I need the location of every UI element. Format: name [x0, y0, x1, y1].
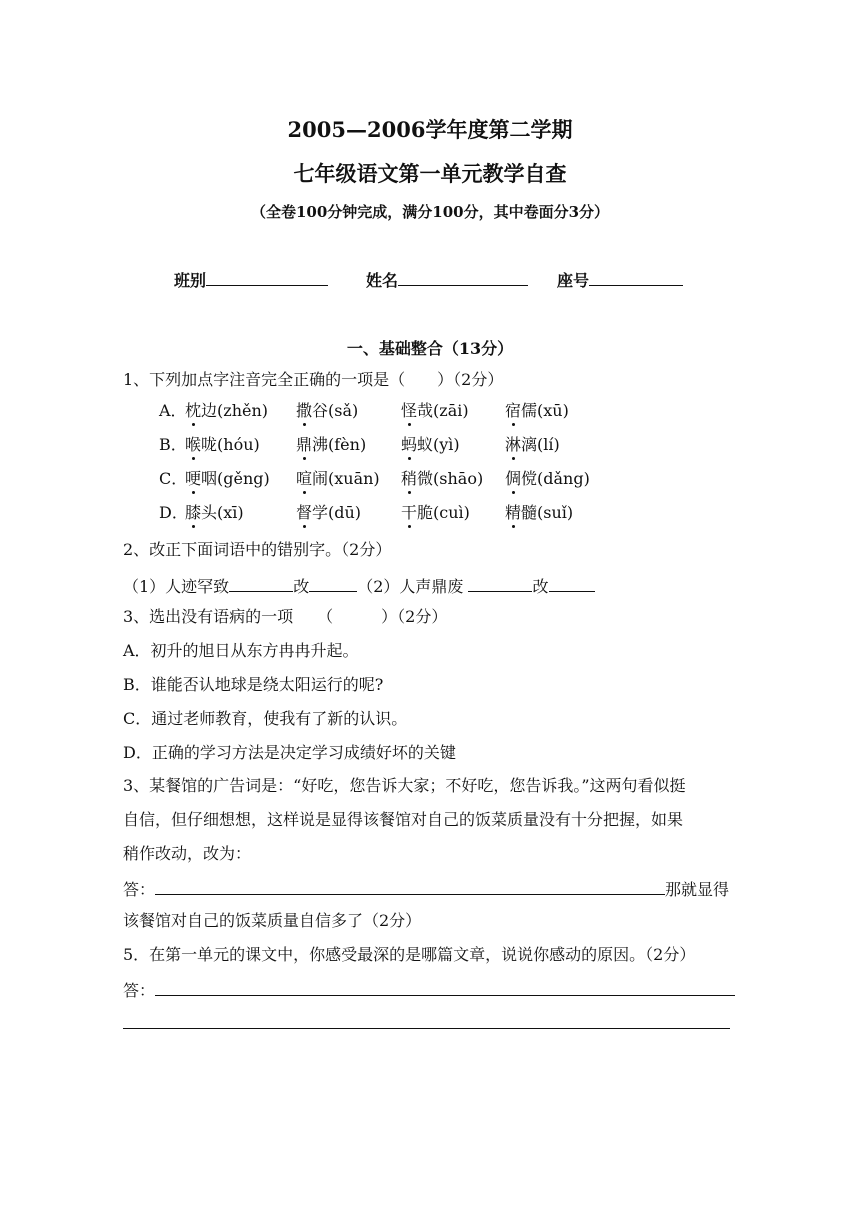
q4-line3: 稍作改动，改为：: [123, 844, 252, 863]
word-pinyin: 沸(fèn): [312, 435, 367, 454]
q3-option-a: A．初升的旭日从东方冉冉升起。: [123, 641, 359, 660]
q5-answer-line: [123, 978, 735, 1001]
q2-item1-correct-blank[interactable]: [309, 574, 357, 592]
q4-line2: 自信，但仔细想想，这样说是显得该餐馆对自己的饭菜质量没有十分把握，如果: [123, 810, 684, 829]
word-pinyin: 咽(gěng): [201, 469, 270, 488]
dotted-character: 撒: [296, 401, 313, 420]
q5-answer-label: 答：: [123, 981, 156, 1000]
q3-option-b: B．谁能否认地球是绕太阳运行的呢?: [123, 675, 384, 694]
dotted-character: 喉: [185, 435, 202, 454]
q1-option-word: [401, 469, 483, 489]
name-label: 姓名: [366, 271, 399, 290]
q5-answer-blank[interactable]: [155, 978, 735, 996]
word-pinyin: 闹(xuān): [312, 469, 380, 488]
dotted-character: 鼎: [296, 435, 313, 454]
q2-item2-wrong-blank[interactable]: [468, 574, 532, 592]
word-pinyin: 微(shāo): [417, 469, 484, 488]
dotted-character: 怪: [401, 401, 418, 420]
dotted-character: 宿: [505, 401, 522, 420]
q1-option-word: [185, 435, 260, 455]
q4-line5: 该餐馆对自己的饭菜质量自信多了（2分）: [123, 911, 422, 930]
name-blank[interactable]: [398, 268, 528, 286]
exam-subject-title: 七年级语文第一单元教学自查: [293, 161, 567, 186]
q4-answer-line: [123, 877, 729, 900]
q4-line1: 3、某餐馆的广告词是：“好吃，您告诉大家；不好吃，您告诉我。”这两句看似挺: [123, 776, 686, 795]
q1-option-letter: B．: [159, 435, 187, 454]
q1-option-letter: A．: [159, 401, 187, 420]
word-pinyin: 学(dū): [312, 503, 362, 522]
q4-answer-blank[interactable]: [155, 877, 665, 895]
section-title: 一、基础整合（13分）: [346, 339, 514, 358]
exam-instructions: （全卷100分钟完成，满分100分，其中卷面分3分）: [250, 203, 610, 221]
q1-option-word: [401, 435, 460, 455]
q1-option-word: [185, 503, 244, 523]
seat-blank[interactable]: [589, 268, 683, 286]
word-pinyin: 傥(dǎng): [521, 469, 590, 488]
class-label: 班别: [174, 271, 207, 290]
q1-option-word: [296, 401, 358, 421]
dotted-character: 淋: [505, 435, 522, 454]
dotted-character: 督: [296, 503, 313, 522]
seat-label: 座号: [557, 271, 590, 290]
class-blank[interactable]: [206, 268, 328, 286]
q1-option-word: [505, 401, 569, 421]
q2-item1-wrong-blank[interactable]: [229, 574, 293, 592]
q1-option-word: [505, 469, 590, 489]
dotted-character: 蚂: [401, 435, 418, 454]
word-pinyin: 髓(suǐ): [521, 503, 574, 522]
q2-item2-correct-blank[interactable]: [549, 574, 595, 592]
q4-answer-tail: 那就显得: [665, 880, 730, 899]
q2-item1-label: （1）人迹罕致: [123, 577, 230, 596]
dotted-character: 哽: [185, 469, 202, 488]
q1-option-letter: D．: [159, 503, 188, 522]
q1-option-word: [296, 435, 366, 455]
dotted-character: 枕: [185, 401, 202, 420]
q4-answer-label: 答：: [123, 880, 156, 899]
dotted-character: 倜: [505, 469, 522, 488]
q1-option-word: [296, 469, 380, 489]
q3-option-d: D．正确的学习方法是决定学习成绩好坏的关键: [123, 743, 456, 762]
class-field[interactable]: [174, 268, 328, 291]
q2-stem: 2、改正下面词语中的错别字。（2分）: [123, 540, 392, 559]
dotted-character: 稍: [401, 469, 418, 488]
q1-option-letter: C．: [159, 469, 188, 488]
dotted-character: 喧: [296, 469, 313, 488]
word-pinyin: 边(zhěn): [201, 401, 269, 420]
q5-answer-blank-2[interactable]: [123, 1028, 730, 1029]
q2-answers: [123, 574, 595, 597]
q1-option-word: [505, 503, 573, 523]
q1-option-word: [296, 503, 361, 523]
word-pinyin: 头(xī): [201, 503, 244, 522]
q1-option-word: [185, 401, 268, 421]
word-pinyin: 咙(hóu): [201, 435, 260, 454]
dotted-character: 精: [505, 503, 522, 522]
q5-stem: 5．在第一单元的课文中，你感受最深的是哪篇文章，说说你感动的原因。（2分）: [123, 945, 696, 964]
dotted-character: 膝: [185, 503, 202, 522]
word-pinyin: 哉(zāi): [417, 401, 469, 420]
dotted-character: 干: [401, 503, 418, 522]
q1-option-word: [401, 503, 470, 523]
word-pinyin: 儒(xū): [521, 401, 569, 420]
word-pinyin: 谷(sǎ): [312, 401, 359, 420]
q2-item2-gai: 改: [532, 577, 549, 596]
q1-option-word: [401, 401, 469, 421]
q3-option-c: C．通过老师教育，使我有了新的认识。: [123, 709, 408, 728]
word-pinyin: 漓(lí): [521, 435, 560, 454]
exam-term-title: 2005—2006学年度第二学期: [287, 117, 573, 142]
word-pinyin: 脆(cuì): [417, 503, 470, 522]
name-field[interactable]: [366, 268, 528, 291]
q2-item1-gai: 改: [293, 577, 310, 596]
seat-field[interactable]: [557, 268, 683, 291]
q1-stem: 1、下列加点字注音完全正确的一项是（ ）（2分）: [123, 370, 504, 389]
q3-stem: 3、选出没有语病的一项 （ ）（2分）: [123, 607, 448, 626]
word-pinyin: 蚁(yì): [417, 435, 460, 454]
q1-option-word: [505, 435, 560, 455]
q2-item2-label: （2）人声鼎废: [357, 577, 464, 596]
q1-option-word: [185, 469, 270, 489]
